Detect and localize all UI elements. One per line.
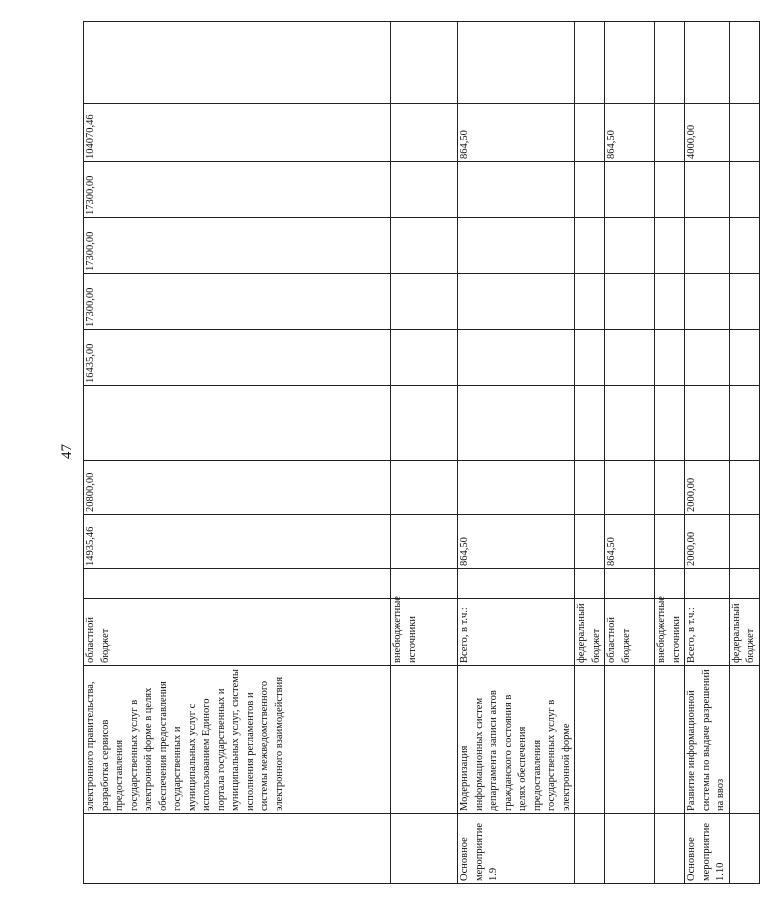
table-cell-c5: 2000,00 [685,515,730,569]
table-cell-c2 [605,666,655,814]
table-cell-c6 [605,461,655,515]
table-cell-c7 [84,386,391,461]
table-cell-c13 [685,22,730,104]
table-row [458,22,575,884]
table-cell-c9 [655,274,685,330]
table-cell-c10 [391,218,458,274]
table-cell-c6 [391,461,458,515]
table-row [84,22,391,884]
table-cell-c3: внебюджетные источники [391,599,458,666]
table-cell-c2 [391,666,458,814]
table-cell-c7 [655,386,685,461]
table-cell-c4 [84,569,391,599]
table-cell-c11 [685,162,730,218]
table-cell-c9 [575,274,605,330]
table-cell-c5 [729,515,759,569]
table-cell-c5 [575,515,605,569]
table-cell-c4 [391,569,458,599]
table-cell-c6: 2000,00 [685,461,730,515]
table-cell-c12 [729,104,759,162]
table-cell-c4 [685,569,730,599]
table-cell-c6 [575,461,605,515]
table-cell-c4 [655,569,685,599]
table-cell-c6: 20800,00 [84,461,391,515]
table-cell-c2 [575,666,605,814]
table-cell-c7 [605,386,655,461]
table-cell-c1 [655,814,685,884]
table-cell-c4 [458,569,575,599]
table-cell-c13 [391,22,458,104]
table-cell-c7 [729,386,759,461]
page-number: 47 [59,444,75,459]
table-cell-c10 [575,218,605,274]
table-cell-c8 [729,330,759,386]
table-cell-c13 [458,22,575,104]
table-cell-c5: 864,50 [458,515,575,569]
table-cell-c11 [391,162,458,218]
table-cell-c3: Всего, в т.ч.: [685,599,730,666]
table-row [391,22,458,884]
table-cell-c3: федеральный бюджет [729,599,759,666]
table-row [575,22,605,884]
table-cell-c13 [605,22,655,104]
table-cell-c4 [729,569,759,599]
table-cell-c7 [458,386,575,461]
table-cell-c1 [84,814,391,884]
table-cell-c11 [729,162,759,218]
table-cell-c9 [605,274,655,330]
table-cell-c13 [84,22,391,104]
table-cell-c3: федеральный бюджет [575,599,605,666]
rotated-table-area [83,22,756,884]
table-cell-c9 [391,274,458,330]
table-cell-c1 [605,814,655,884]
table-row [605,22,655,884]
budget-table [83,21,760,884]
table-cell-c4 [575,569,605,599]
table-cell-c10 [729,218,759,274]
table-cell-c2 [655,666,685,814]
table-cell-c4 [605,569,655,599]
table-cell-c12: 864,50 [458,104,575,162]
table-cell-c13 [655,22,685,104]
table-cell-c11 [575,162,605,218]
table-cell-c6 [729,461,759,515]
table-row [685,22,730,884]
table-row [729,22,759,884]
table-cell-c2 [729,666,759,814]
table-cell-c7 [575,386,605,461]
table-cell-c9 [458,274,575,330]
table-cell-c8: 16435,00 [84,330,391,386]
table-cell-c8 [605,330,655,386]
table-cell-c9 [729,274,759,330]
table-cell-c2: электронного правительства, разработка сервисов предоставления государственных услуг в электронной форме в целях обеспечения предоставления государственных и муниципальных услуг с использованием Единого портала государственных и муниципальных услуг, системы исполнения регламентов и системы межведомственного электронного взаимодействия [84,666,391,814]
table-cell-c12: 864,50 [605,104,655,162]
table-cell-c7 [391,386,458,461]
table-cell-c13 [729,22,759,104]
table-cell-c10 [605,218,655,274]
table-cell-c11: 17300,00 [84,162,391,218]
table-row [655,22,685,884]
table-cell-c1 [391,814,458,884]
table-cell-c9: 17300,00 [84,274,391,330]
table-cell-c8 [685,330,730,386]
table-cell-c10 [655,218,685,274]
table-cell-c1: Основное мероприятие 1.10 [685,814,730,884]
table-cell-c10 [685,218,730,274]
table-cell-c5 [391,515,458,569]
table-cell-c6 [655,461,685,515]
table-cell-c12 [391,104,458,162]
table-cell-c5: 864,50 [605,515,655,569]
table-cell-c11 [458,162,575,218]
table-cell-c12 [575,104,605,162]
table-cell-c3: внебюджетные источники [655,599,685,666]
table-cell-c8 [575,330,605,386]
table-cell-c8 [655,330,685,386]
table-cell-c5 [655,515,685,569]
table-cell-c13 [575,22,605,104]
table-cell-c1 [729,814,759,884]
table-cell-c3: Всего, в т.ч.: [458,599,575,666]
table-cell-c7 [685,386,730,461]
table-cell-c5: 14935,46 [84,515,391,569]
table-cell-c11 [605,162,655,218]
table-cell-c12 [655,104,685,162]
table-cell-c12: 4000,00 [685,104,730,162]
table-cell-c6 [458,461,575,515]
table-cell-c12: 104070,46 [84,104,391,162]
table-cell-c10 [458,218,575,274]
table-rotation-frame [83,22,756,884]
table-cell-c3: областной бюджет [84,599,391,666]
table-cell-c1: Основное мероприятие 1.9 [458,814,575,884]
table-cell-c8 [391,330,458,386]
table-cell-c1 [575,814,605,884]
table-cell-c11 [655,162,685,218]
table-cell-c9 [685,274,730,330]
table-cell-c8 [458,330,575,386]
table-cell-c3: областной бюджет [605,599,655,666]
table-cell-c2: Модернизация информационных систем департамента записи актов гражданского состояния в целях обеспечения предоставления государственных услуг в электронной форме [458,666,575,814]
table-cell-c2: Развитие информационной системы по выдаче разрешений на ввоз [685,666,730,814]
table-cell-c10: 17300,00 [84,218,391,274]
